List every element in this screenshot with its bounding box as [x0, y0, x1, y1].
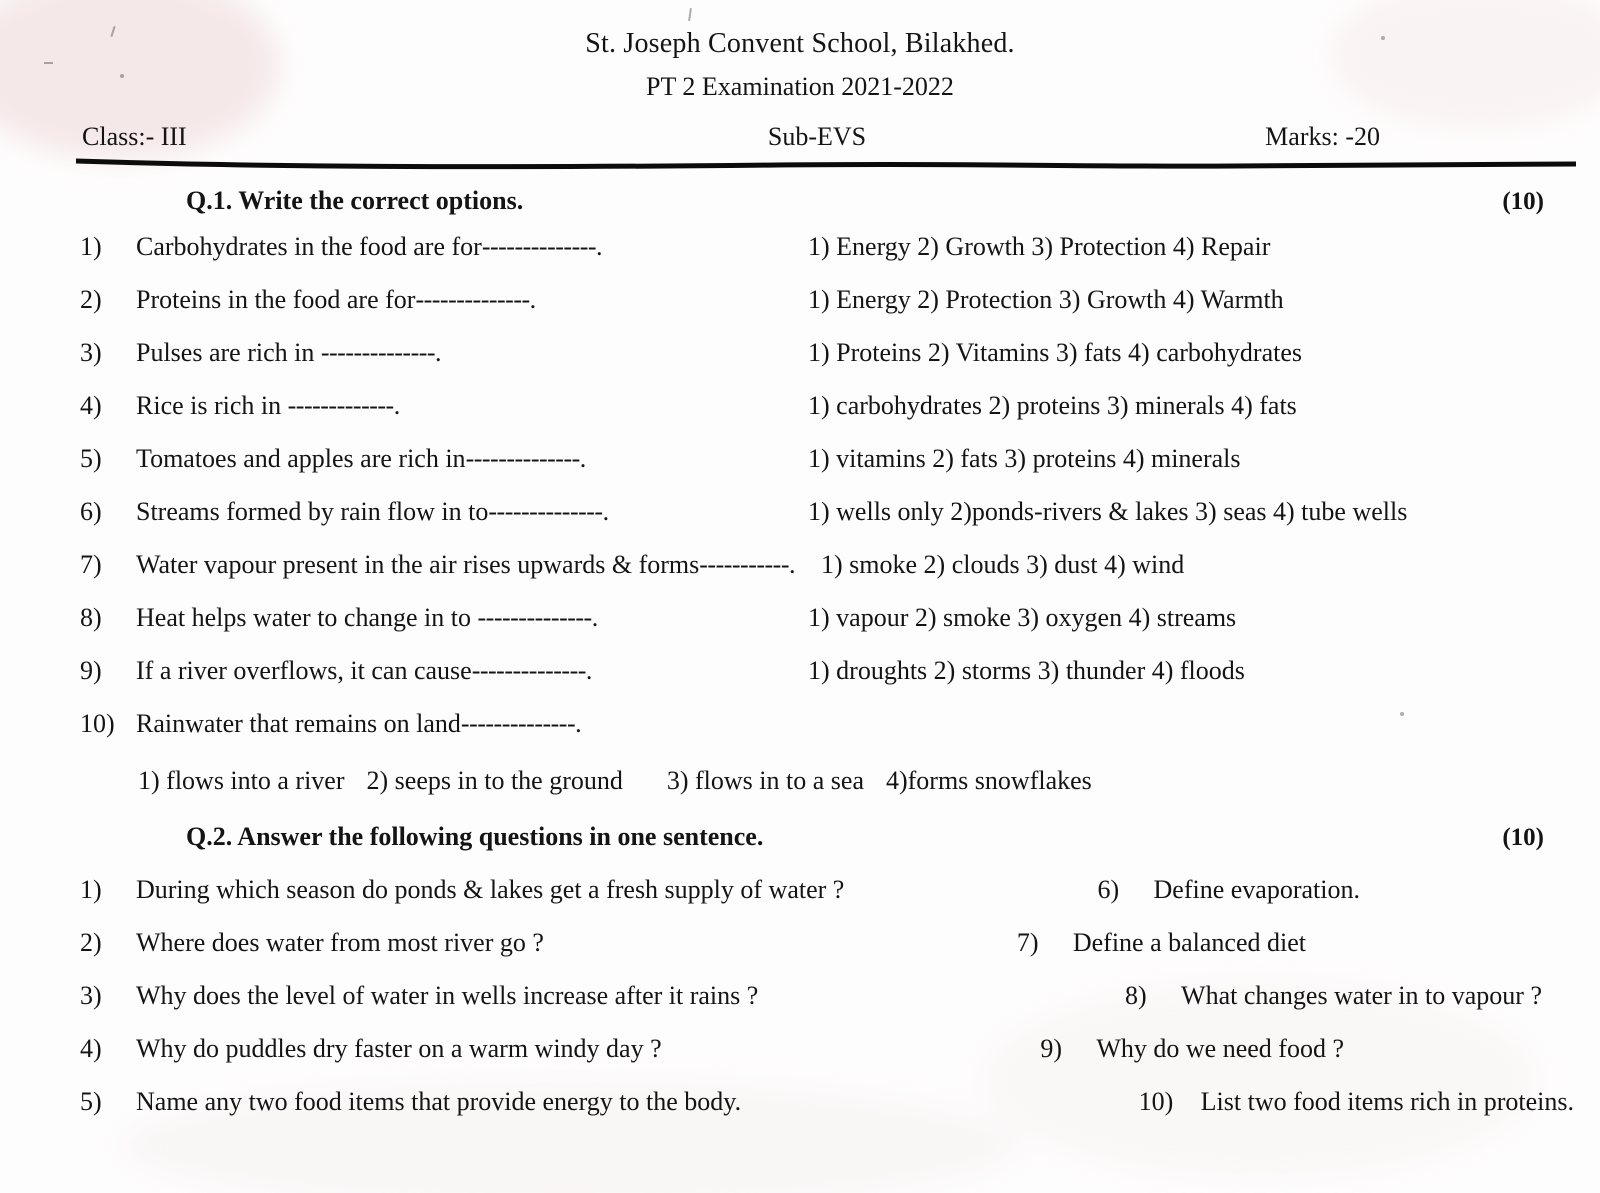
answer-blank: -------------.	[287, 391, 400, 420]
question-number: 7)	[80, 550, 102, 579]
question-stem: Rainwater that remains on land--------------.	[136, 709, 582, 738]
question-row	[80, 550, 1570, 580]
question-row	[80, 656, 1570, 686]
header-divider	[76, 158, 1576, 170]
question-text: Define a balanced diet	[1072, 928, 1306, 957]
school-name: St. Joseph Convent School, Bilakhed.	[585, 28, 1015, 59]
question-10-options	[138, 766, 1092, 796]
question-stem: Proteins in the food are for--------------.	[136, 285, 536, 314]
question-number: 3)	[80, 338, 102, 367]
question-row	[80, 444, 1570, 474]
document-header	[0, 22, 1600, 110]
option-3: 3) flows in to a sea	[666, 766, 864, 795]
question-number: 9)	[80, 656, 102, 685]
question-options: 1) droughts 2) storms 3) thunder 4) floods	[808, 656, 1245, 685]
question-row	[80, 338, 1570, 368]
scan-speck	[688, 8, 692, 21]
question-text: During which season do ponds & lakes get a fresh supply of water ?	[136, 875, 845, 904]
exam-meta-row	[82, 122, 1540, 152]
section-1-heading: Q.1. Write the correct options.	[186, 186, 524, 215]
question-stem: Tomatoes and apples are rich in--------------.	[136, 444, 586, 473]
question-left	[80, 928, 544, 958]
section-2-marks: (10)	[1502, 824, 1544, 851]
question-text: Name any two food items that provide energy to the body.	[136, 1087, 742, 1116]
exam-name: PT 2 Examination 2021-2022	[646, 72, 954, 102]
question-row	[80, 232, 1570, 262]
question-number: 3)	[80, 981, 102, 1010]
question-stem: Rice is rich in -------------.	[136, 391, 400, 420]
question-left	[80, 1034, 662, 1064]
question-options: 1) Proteins 2) Vitamins 3) fats 4) carbohydrates	[808, 338, 1303, 367]
answer-blank: --------------.	[477, 603, 598, 632]
question-right	[1040, 1034, 1344, 1064]
question-number: 1)	[80, 232, 102, 261]
question-number: 6)	[80, 497, 102, 526]
question-right	[1017, 928, 1306, 958]
question-options: 1) carbohydrates 2) proteins 3) minerals 4) fats	[808, 391, 1297, 420]
question-number: 1)	[80, 875, 102, 904]
section-1-heading-row	[0, 186, 1600, 216]
answer-question-row	[80, 928, 1576, 958]
question-options: 1) smoke 2) clouds 3) dust 4) wind	[821, 550, 1185, 579]
section-2-heading-row	[0, 822, 1600, 852]
question-number: 9)	[1040, 1034, 1063, 1063]
class-label: Class:- III	[82, 122, 187, 151]
question-stem: If a river overflows, it can cause--------------.	[136, 656, 592, 685]
question-number: 6)	[1097, 875, 1120, 904]
question-number: 10)	[80, 709, 115, 738]
answer-blank: --------------.	[415, 285, 536, 314]
question-options: 1) wells only 2)ponds-rivers & lakes 3) seas 4) tube wells	[808, 497, 1408, 526]
question-number: 5)	[80, 1087, 102, 1116]
question-number: 2)	[80, 285, 102, 314]
option-4: 4)forms snowflakes	[885, 766, 1092, 795]
question-right	[1098, 875, 1360, 905]
question-row	[80, 603, 1570, 633]
question-options: 1) vitamins 2) fats 3) proteins 4) minerals	[808, 444, 1241, 473]
question-row	[80, 391, 1570, 421]
question-stem: Water vapour present in the air rises upwards & forms-----------.	[136, 550, 795, 579]
question-number: 5)	[80, 444, 102, 473]
question-left	[80, 1087, 741, 1117]
question-row	[80, 497, 1570, 527]
question-options: 1) Energy 2) Growth 3) Protection 4) Repair	[808, 232, 1271, 261]
question-row	[80, 285, 1570, 315]
question-number: 7)	[1016, 928, 1039, 957]
question-text: Why does the level of water in wells increase after it rains ?	[136, 981, 759, 1010]
answer-blank: --------------.	[320, 338, 442, 367]
question-number: 4)	[80, 1034, 102, 1063]
question-text: Why do we need food ?	[1096, 1034, 1344, 1063]
question-text: Define evaporation.	[1153, 875, 1360, 904]
section-2-heading: Q.2. Answer the following questions in one sentence.	[186, 822, 764, 851]
question-options: 1) Energy 2) Protection 3) Growth 4) Warmth	[808, 285, 1284, 314]
question-number: 10)	[1138, 1087, 1174, 1116]
question-text: Where does water from most river go ?	[136, 928, 544, 957]
answer-blank: --------------.	[481, 232, 603, 261]
question-number: 8)	[1125, 981, 1147, 1010]
answer-blank: --------------.	[460, 709, 582, 738]
answer-question-row	[80, 1087, 1576, 1117]
question-right	[1125, 981, 1542, 1011]
section-1-marks: (10)	[1502, 188, 1544, 215]
question-number: 8)	[80, 603, 102, 632]
question-number: 2)	[80, 928, 102, 957]
total-marks-label: Marks: -20	[1265, 122, 1380, 151]
answer-question-row	[80, 1034, 1576, 1064]
answer-blank: --------------.	[488, 497, 609, 526]
question-stem: Pulses are rich in --------------.	[136, 338, 442, 367]
answer-question-row	[80, 875, 1576, 905]
question-stem: Carbohydrates in the food are for--------------.	[136, 232, 603, 261]
question-stem: Heat helps water to change in to --------------.	[136, 603, 598, 632]
subject-label: Sub-EVS	[767, 122, 867, 151]
answer-question-row	[80, 981, 1576, 1011]
question-options: 1) vapour 2) smoke 3) oxygen 4) streams	[808, 603, 1237, 632]
question-stem: Streams formed by rain flow in to--------------.	[136, 497, 609, 526]
question-text: Why do puddles dry faster on a warm windy day ?	[136, 1034, 662, 1063]
question-number: 4)	[80, 391, 102, 420]
answer-blank: -----------.	[699, 550, 795, 579]
question-text: What changes water in to vapour ?	[1181, 981, 1542, 1010]
option-1: 1) flows into a river	[138, 766, 345, 795]
option-2: 2) seeps in to the ground	[366, 766, 623, 795]
question-right	[1139, 1087, 1574, 1117]
question-left	[80, 981, 758, 1011]
question-text: List two food items rich in proteins.	[1200, 1087, 1574, 1116]
answer-blank: --------------.	[471, 656, 592, 685]
question-left	[80, 875, 844, 905]
answer-blank: --------------.	[465, 444, 586, 473]
question-row	[80, 709, 1570, 739]
